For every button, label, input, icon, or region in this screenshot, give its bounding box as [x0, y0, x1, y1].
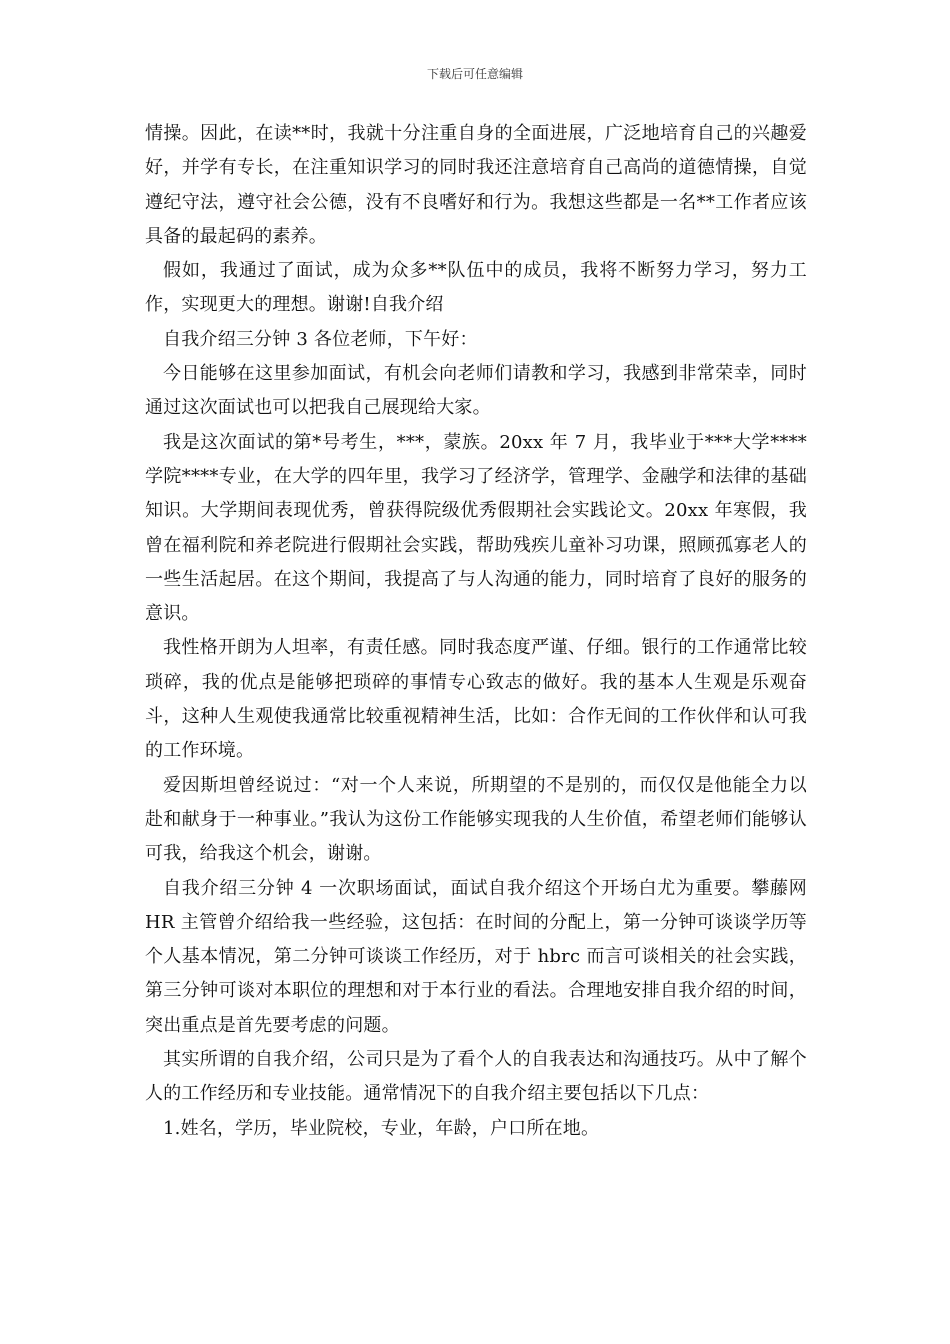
page-header: 下载后可任意编辑	[426, 67, 523, 81]
paragraph-10: 1.姓名，学历，毕业院校，专业，年龄，户口所在地。	[163, 1117, 600, 1139]
paragraph-5: 我是这次面试的第*号考生，***，蒙族。20xx 年 7 月，我毕业于***大学****学院****专业，在大学的四年里，我学习了经济学，管理学、金融学和法律的基础知识。大学期间表现优秀，曾获得院级优秀假期社会实践论文。20xx 年寒假，我曾在福利院和养老院进行假期社会实践，帮助残疾儿童补习功课，照顾孤寡老人的一些生活起居。在这个期间，我提高了与人沟通的能力，同时培育了良好的服务的意识。	[145, 431, 807, 625]
paragraph-9: 其实所谓的自我介绍，公司只是为了看个人的自我表达和沟通技巧。从中了解个人的工作经历和专业技能。通常情况下的自我介绍主要包括以下几点：	[145, 1049, 807, 1105]
paragraph-6: 我性格开朗为人坦率，有责任感。同时我态度严谨、仔细。银行的工作通常比较琐碎，我的优点是能够把琐碎的事情专心致志的做好。我的基本人生观是乐观奋斗，这种人生观使我通常比较重视精神生活，比如：合作无间的工作伙伴和认可我的工作环境。	[145, 637, 807, 762]
paragraph-1: 情操。因此，在读**时，我就十分注重自身的全面进展，广泛地培育自己的兴趣爱好，并学有专长，在注重知识学习的同时我还注意培育自己高尚的道德情操，自觉遵纪守法，遵守社会公德，没有不良嗜好和行为。我想这些都是一名**工作者应该具备的最起码的素养。	[145, 123, 807, 247]
paragraph-3: 自我介绍三分钟 3 各位老师，下午好：	[163, 328, 478, 350]
document-body	[145, 117, 807, 1146]
paragraph-2: 假如，我通过了面试，成为众多**队伍中的成员，我将不断努力学习，努力工作，实现更大的理想。谢谢!自我介绍	[145, 260, 807, 316]
paragraph-4: 今日能够在这里参加面试，有机会向老师们请教和学习，我感到非常荣幸，同时通过这次面试也可以把我自己展现给大家。	[145, 363, 807, 419]
paragraph-8: 自我介绍三分钟 4 一次职场面试，面试自我介绍这个开场白尤为重要。攀藤网 HR 主管曾介绍给我一些经验，这包括：在时间的分配上，第一分钟可谈谈学历等个人基本情况，第二分钟可谈谈工作经历，对于 hbrc 而言可谈相关的社会实践，第三分钟可谈对本职位的理想和对于本行业的看法。合理地安排自我介绍的时间，突出重点是首先要考虑的问题。	[145, 877, 807, 1036]
paragraph-7: 爱因斯坦曾经说过：“对一个人来说，所期望的不是别的，而仅仅是他能全力以赴和献身于一种事业。”我认为这份工作能够实现我的人生价值，希望老师们能够认可我，给我这个机会，谢谢。	[145, 774, 807, 865]
